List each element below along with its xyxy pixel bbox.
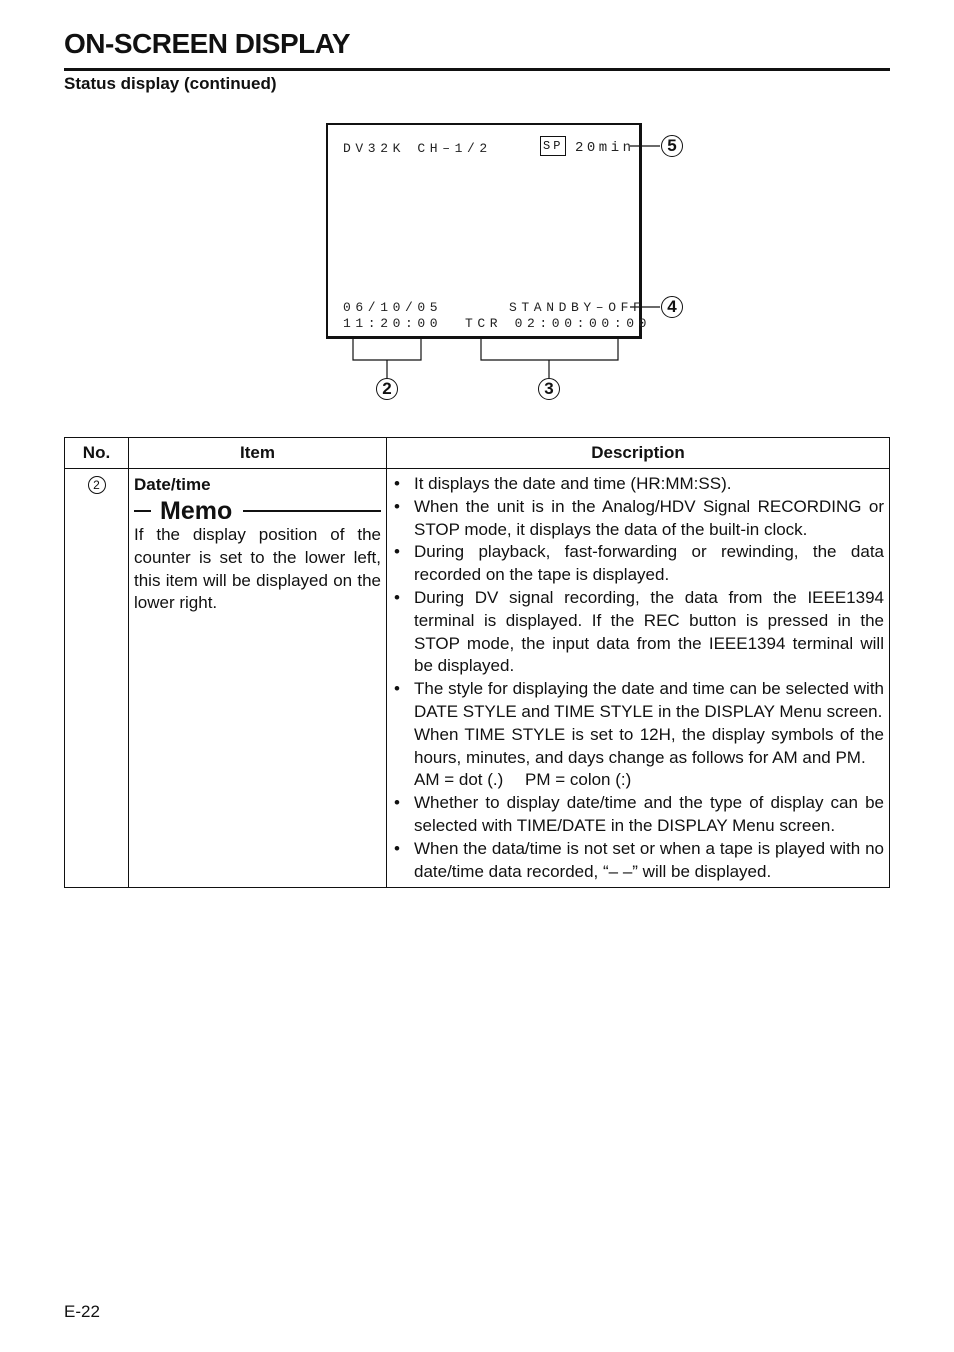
header-no: No. — [65, 438, 129, 469]
description-text: It displays the date and time (HR:MM:SS). — [414, 474, 732, 493]
description-item — [392, 838, 884, 884]
description-text: Whether to display date/time and the type of display can be selected with TIME/DATE in the DISPLAY Menu screen. — [414, 793, 884, 835]
section-subtitle: Status display (continued) — [64, 74, 277, 93]
memo-dash — [134, 510, 151, 512]
header-item: Item — [129, 438, 387, 469]
description-item — [392, 792, 884, 838]
osd-timecode: TCR 02:00:00:00 — [465, 316, 652, 331]
description-item — [392, 496, 884, 542]
page-number: E-22 — [64, 1302, 100, 1321]
description-item — [392, 587, 884, 678]
osd-format-channel: DV32K CH–1/2 — [343, 141, 492, 156]
description-text: During playback, fast-forwarding or rewinding, the data recorded on the tape is displayed. — [414, 542, 884, 585]
description-text: AM = dot (.) PM = colon (:) — [414, 770, 632, 790]
description-text: When TIME STYLE is set to 12H, the display symbols of the hours, minutes, and days change as follows for AM and PM. — [414, 724, 884, 767]
osd-time: 11:20:00 — [343, 316, 443, 331]
callout-2: 2 — [376, 378, 398, 400]
monitor-screen — [326, 123, 652, 339]
description-text: When the unit is in the Analog/HDV Signal RECORDING or STOP mode, it displays the data of the built-in clock. — [414, 496, 884, 539]
callout-4: 4 — [661, 296, 683, 318]
bullet-icon: • — [394, 587, 400, 607]
description-cell — [387, 469, 890, 888]
bullet-icon: • — [394, 679, 400, 699]
bullet-icon: • — [394, 838, 400, 858]
table-header-row — [65, 438, 890, 469]
description-text: The style for displaying the date and time can be selected with DATE STYLE and TIME STYLE in the DISPLAY Menu screen. — [414, 679, 884, 721]
status-table — [64, 437, 890, 888]
header-description: Description — [387, 438, 890, 469]
bullet-icon: • — [394, 496, 400, 516]
description-list — [392, 473, 884, 883]
row-number-cell — [65, 469, 129, 888]
description-text: When the data/time is not set or when a tape is played with no date/time data recorded, “– –” will be displayed. — [414, 838, 884, 881]
callout-5: 5 — [661, 135, 683, 157]
description-item — [392, 541, 884, 587]
osd-mode-box: SP — [540, 136, 566, 156]
memo-rule — [243, 510, 381, 512]
description-item — [392, 678, 884, 792]
table-row — [65, 469, 890, 888]
memo-body: If the display position of the counter is set to the lower left, this item will be displayed on the lower right. — [134, 525, 381, 613]
bullet-icon: • — [394, 474, 400, 493]
osd-date: 06/10/05 — [343, 300, 443, 315]
memo-title: Memo — [160, 497, 233, 525]
page-title: ON-SCREEN DISPLAY — [64, 28, 351, 59]
memo-header — [134, 498, 381, 524]
item-cell — [129, 469, 387, 888]
row-number: 2 — [88, 476, 106, 494]
bullet-icon: • — [394, 793, 400, 813]
item-label: Date/time — [134, 475, 211, 494]
callout-3: 3 — [538, 378, 560, 400]
osd-status: STANDBY–OFF — [509, 300, 646, 315]
description-item — [392, 473, 884, 496]
bullet-icon: • — [394, 542, 400, 562]
description-text: During DV signal recording, the data from the IEEE1394 terminal is displayed. If the REC button is pressed in the STOP mode, the input data from the IEEE1394 terminal will be displayed. — [414, 587, 884, 676]
osd-remaining: 20min — [575, 140, 635, 156]
